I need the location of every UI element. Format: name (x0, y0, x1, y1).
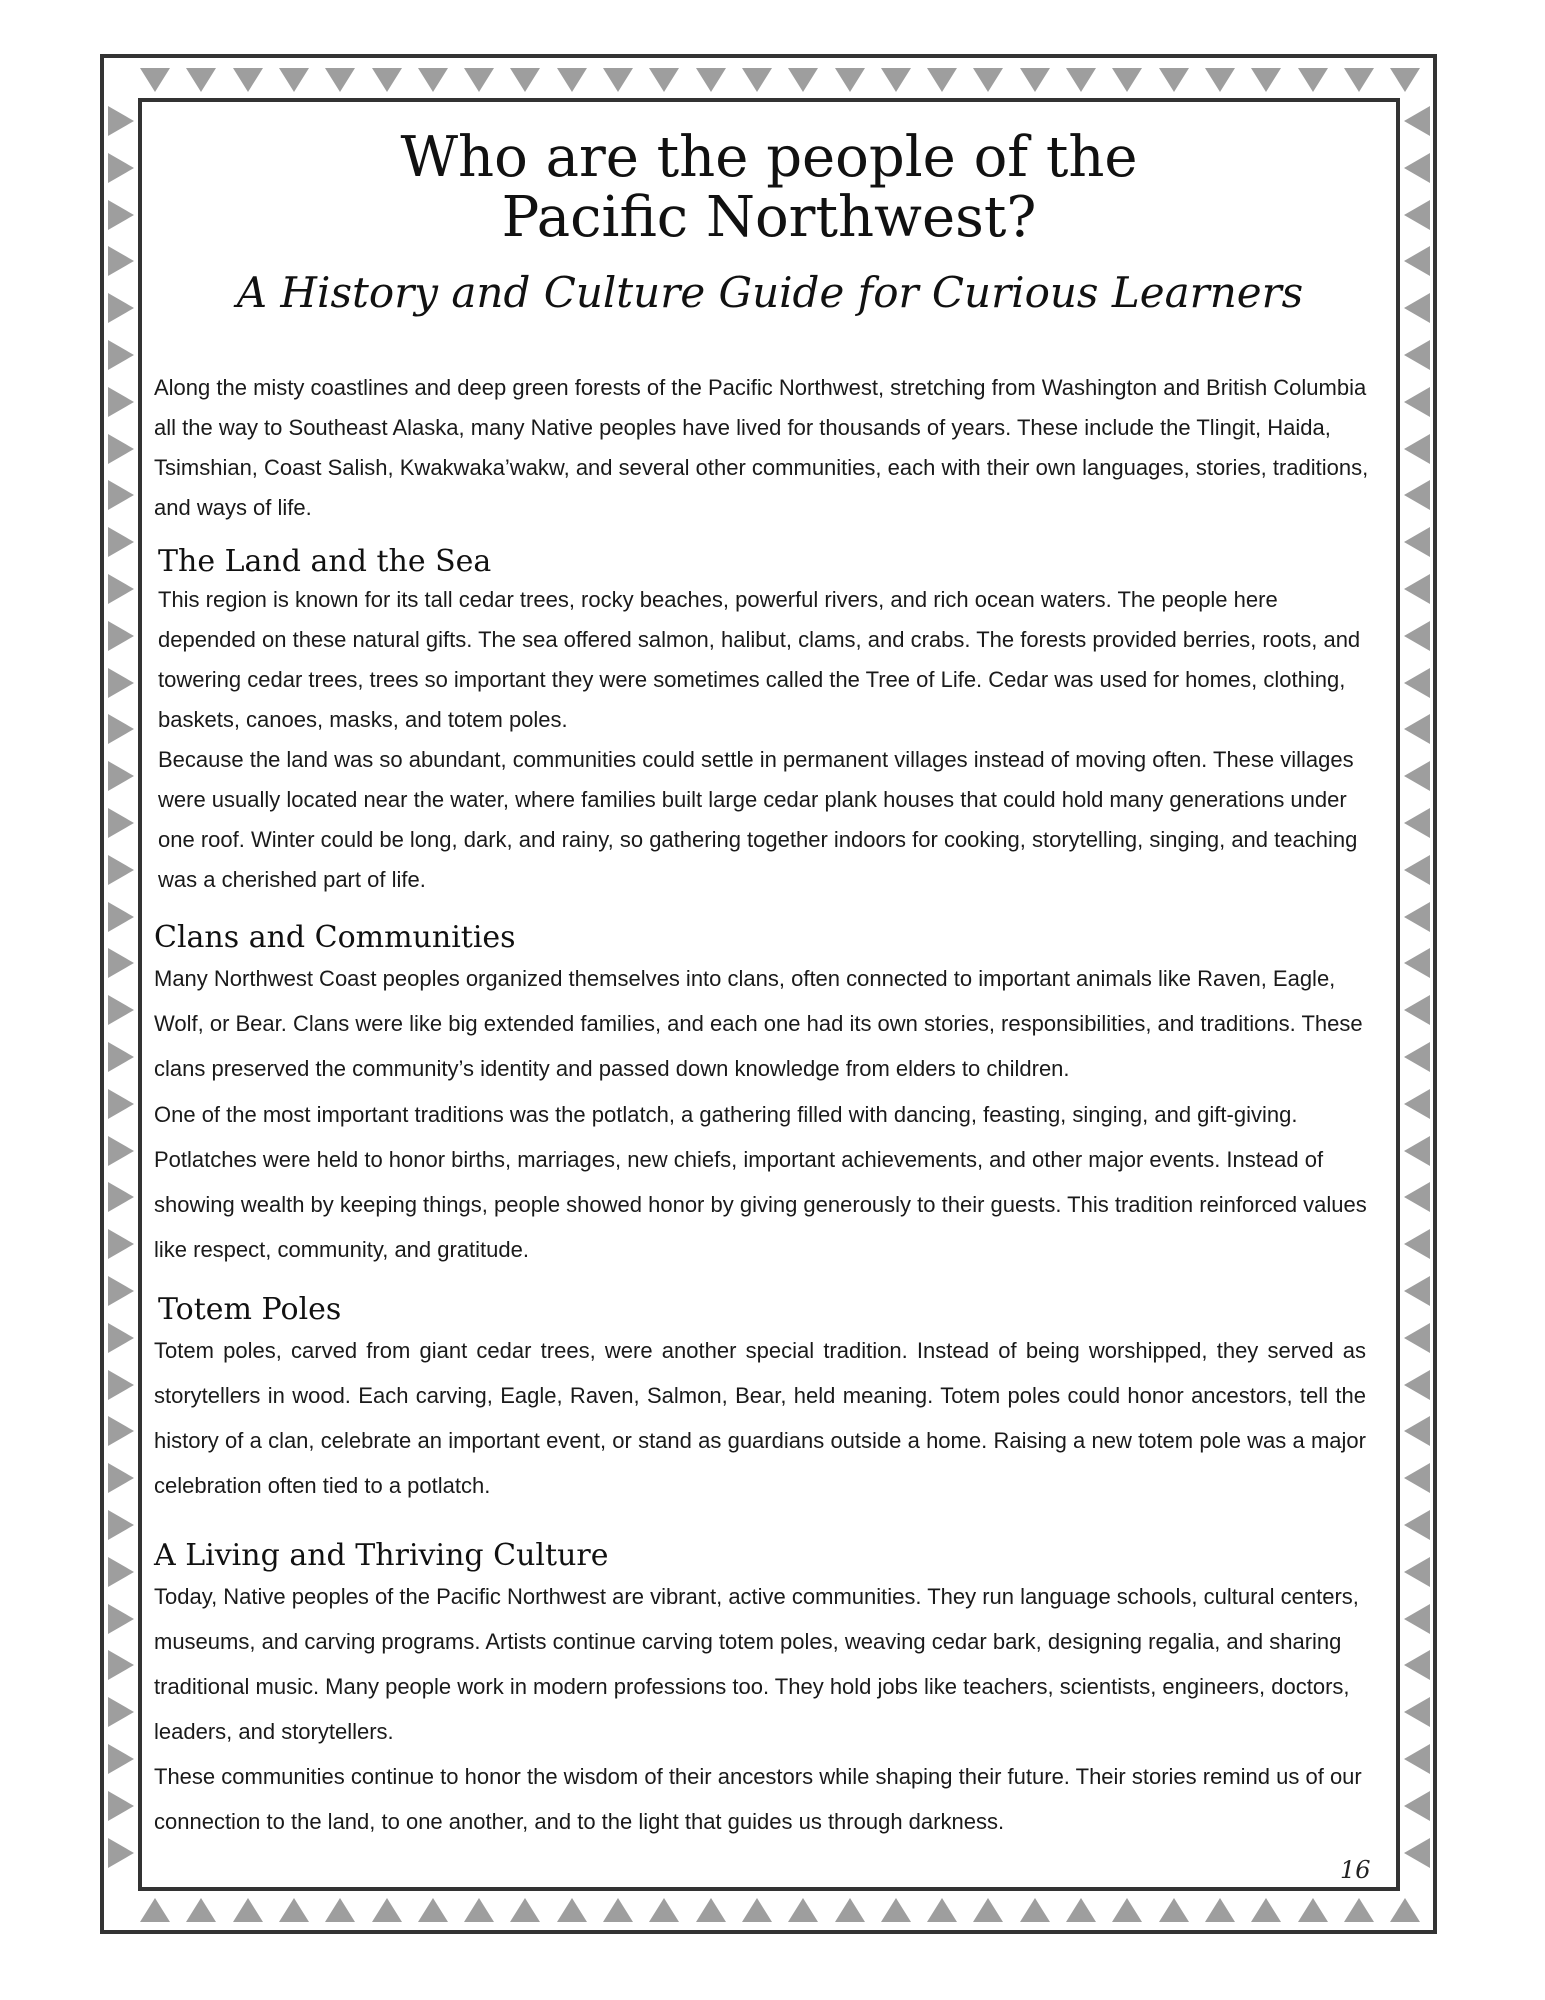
triangle-right-icon (108, 1370, 134, 1400)
triangle-right-icon (108, 1838, 134, 1868)
triangle-left-icon (1404, 293, 1430, 323)
triangle-up-icon (1159, 1898, 1189, 1922)
triangle-up-icon (1344, 1898, 1374, 1922)
triangle-up-icon (557, 1898, 587, 1922)
triangle-down-icon (1112, 68, 1142, 92)
triangle-up-icon (603, 1898, 633, 1922)
triangle-down-icon (233, 68, 263, 92)
triangle-right-icon (108, 387, 134, 417)
triangle-right-icon (108, 902, 134, 932)
triangle-right-icon (108, 106, 134, 136)
triangle-right-icon (108, 1463, 134, 1493)
triangle-right-icon (108, 153, 134, 183)
triangle-left-icon (1404, 1838, 1430, 1868)
section-paragraph: These communities continue to honor the wisdom of their ancestors while shaping their future. Their stories remind us of our connection to the land, to one another, and to the light that guides us through darkness. (154, 1764, 1362, 1834)
triangle-left-icon (1404, 1697, 1430, 1727)
triangle-right-icon (108, 434, 134, 464)
triangle-right-icon (108, 1416, 134, 1446)
page-title (138, 125, 1400, 250)
triangle-left-icon (1404, 1042, 1430, 1072)
triangle-right-icon (108, 621, 134, 651)
triangle-left-icon (1404, 1557, 1430, 1587)
section-paragraph: Totem poles, carved from giant cedar trees, were another special tradition. Instead of being worshipped, they served as storytellers in wood. Each carving, Eagle, Raven, Salmon, Bear, held meaning. Totem poles could honor ancestors, tell the history of a clan, celebrate an important event, or stand as guardians outside a home. Raising a new totem pole was a major celebration often tied to a potlatch. (154, 1338, 1366, 1498)
section-heading-totem-poles: Totem Poles (158, 1292, 342, 1327)
triangle-down-icon (927, 68, 957, 92)
triangle-left-icon (1404, 855, 1430, 885)
triangle-down-icon (557, 68, 587, 92)
triangle-right-icon (108, 574, 134, 604)
triangle-left-icon (1404, 246, 1430, 276)
triangle-left-icon (1404, 387, 1430, 417)
triangle-right-icon (108, 668, 134, 698)
triangle-right-icon (108, 340, 134, 370)
triangle-right-icon (108, 293, 134, 323)
section-heading-land-sea: The Land and the Sea (158, 544, 492, 579)
triangle-left-icon (1404, 200, 1430, 230)
triangle-right-icon (108, 855, 134, 885)
triangle-right-icon (108, 1604, 134, 1634)
triangle-up-icon (372, 1898, 402, 1922)
triangle-right-icon (108, 808, 134, 838)
triangle-down-icon (742, 68, 772, 92)
triangle-left-icon (1404, 1510, 1430, 1540)
section-paragraph: This region is known for its tall cedar trees, rocky beaches, powerful rivers, and rich ocean waters. The people here depended on these natural gifts. The sea offered salmon, halibut, clams, and crabs. The forests provided berries, roots, and towering cedar trees, trees so important they were sometimes called the Tree of Life. Cedar was used for homes, clothing, baskets, canoes, masks, and totem poles. (158, 587, 1361, 732)
intro-paragraph: Along the misty coastlines and deep green forests of the Pacific Northwest, stretching from Washington and British Columbia all the way to Southeast Alaska, many Native peoples have lived for thousands of years. These include the Tlingit, Haida, Tsimshian, Coast Salish, Kwakwaka’wakw, and several other communities, each with their own languages, stories, traditions, and ways of life. (154, 375, 1369, 520)
triangle-right-icon (108, 480, 134, 510)
triangle-down-icon (973, 68, 1003, 92)
triangle-down-icon (325, 68, 355, 92)
triangle-left-icon (1404, 106, 1430, 136)
section-paragraph: One of the most important traditions was the potlatch, a gathering filled with dancing, feasting, singing, and gift-giving. Potlatches were held to honor births, marriages, new chiefs, important achievements, and other major events. Instead of showing wealth by keeping things, people showed honor by giving generously to their guests. This tradition reinforced values like respect, community, and gratitude. (154, 1102, 1367, 1262)
triangle-down-icon (1390, 68, 1420, 92)
triangle-right-icon (108, 1744, 134, 1774)
triangle-down-icon (788, 68, 818, 92)
triangle-left-icon (1404, 1416, 1430, 1446)
triangle-left-icon (1404, 1089, 1430, 1119)
triangle-up-icon (140, 1898, 170, 1922)
triangle-right-icon (108, 948, 134, 978)
triangle-left-icon (1404, 1276, 1430, 1306)
triangle-left-icon (1404, 1791, 1430, 1821)
subtitle: A History and Culture Guide for Curious Learners (236, 268, 1304, 317)
triangle-right-icon (108, 1697, 134, 1727)
triangle-left-icon (1404, 902, 1430, 932)
triangle-left-icon (1404, 340, 1430, 370)
triangle-left-icon (1404, 668, 1430, 698)
section-paragraph: Many Northwest Coast peoples organized themselves into clans, often connected to important animals like Raven, Eagle, Wolf, or Bear. Clans were like big extended families, and each one had its own stories, responsibilities, and traditions. These clans preserved the community’s identity and passed down knowledge from elders to children. (154, 966, 1363, 1081)
triangle-left-icon (1404, 714, 1430, 744)
triangle-right-icon (108, 1042, 134, 1072)
triangle-left-icon (1404, 1136, 1430, 1166)
triangle-up-icon (464, 1898, 494, 1922)
triangle-right-icon (108, 1323, 134, 1353)
triangle-right-icon (108, 1182, 134, 1212)
triangle-right-icon (108, 995, 134, 1025)
triangle-left-icon (1404, 948, 1430, 978)
triangle-up-icon (279, 1898, 309, 1922)
triangle-right-icon (108, 1557, 134, 1587)
triangle-left-icon (1404, 621, 1430, 651)
triangle-left-icon (1404, 1229, 1430, 1259)
triangle-down-icon (279, 68, 309, 92)
triangle-left-icon (1404, 1744, 1430, 1774)
triangle-left-icon (1404, 480, 1430, 510)
triangle-down-icon (372, 68, 402, 92)
triangle-up-icon (973, 1898, 1003, 1922)
triangle-left-icon (1404, 1463, 1430, 1493)
triangle-up-icon (510, 1898, 540, 1922)
triangle-down-icon (418, 68, 448, 92)
triangle-up-icon (788, 1898, 818, 1922)
triangle-left-icon (1404, 761, 1430, 791)
triangle-up-icon (1390, 1898, 1420, 1922)
triangle-right-icon (108, 246, 134, 276)
triangle-right-icon (108, 1276, 134, 1306)
triangle-left-icon (1404, 434, 1430, 464)
triangle-down-icon (881, 68, 911, 92)
triangle-left-icon (1404, 574, 1430, 604)
triangle-down-icon (696, 68, 726, 92)
triangle-down-icon (1066, 68, 1096, 92)
triangle-right-icon (108, 200, 134, 230)
triangle-right-icon (108, 761, 134, 791)
triangle-up-icon (186, 1898, 216, 1922)
triangle-right-icon (108, 714, 134, 744)
triangle-right-icon (108, 1510, 134, 1540)
triangle-right-icon (108, 1229, 134, 1259)
triangle-up-icon (1298, 1898, 1328, 1922)
section-heading-living-culture: A Living and Thriving Culture (154, 1538, 609, 1573)
triangle-down-icon (649, 68, 679, 92)
triangle-down-icon (1251, 68, 1281, 92)
triangle-up-icon (418, 1898, 448, 1922)
triangle-up-icon (325, 1898, 355, 1922)
triangle-up-icon (835, 1898, 865, 1922)
triangle-up-icon (927, 1898, 957, 1922)
triangle-down-icon (835, 68, 865, 92)
triangle-up-icon (881, 1898, 911, 1922)
triangle-left-icon (1404, 527, 1430, 557)
triangle-up-icon (742, 1898, 772, 1922)
triangle-up-icon (1020, 1898, 1050, 1922)
title-line-2: Pacific Northwest? (501, 185, 1037, 250)
triangle-up-icon (1112, 1898, 1142, 1922)
triangle-left-icon (1404, 1323, 1430, 1353)
section-paragraph: Because the land was so abundant, communities could settle in permanent villages instead of moving often. These villages were usually located near the water, where families built large cedar plank houses that could hold many generations under one roof. Winter could be long, dark, and rainy, so gathering together indoors for cooking, storytelling, singing, and teaching was a cherished part of life. (158, 747, 1358, 892)
triangle-right-icon (108, 1650, 134, 1680)
triangle-down-icon (1020, 68, 1050, 92)
triangle-up-icon (1205, 1898, 1235, 1922)
triangle-down-icon (186, 68, 216, 92)
triangle-up-icon (1251, 1898, 1281, 1922)
triangle-left-icon (1404, 1604, 1430, 1634)
triangle-left-icon (1404, 1182, 1430, 1212)
title-line-1: Who are the people of the (400, 125, 1138, 190)
triangle-right-icon (108, 527, 134, 557)
triangle-down-icon (464, 68, 494, 92)
triangle-right-icon (108, 1791, 134, 1821)
triangle-up-icon (649, 1898, 679, 1922)
triangle-down-icon (1205, 68, 1235, 92)
section-heading-clans: Clans and Communities (154, 920, 516, 955)
triangle-down-icon (510, 68, 540, 92)
triangle-up-icon (1066, 1898, 1096, 1922)
triangle-up-icon (696, 1898, 726, 1922)
triangle-left-icon (1404, 153, 1430, 183)
triangle-down-icon (1298, 68, 1328, 92)
triangle-down-icon (603, 68, 633, 92)
triangle-down-icon (1159, 68, 1189, 92)
triangle-left-icon (1404, 808, 1430, 838)
page-number: 16 (1340, 1856, 1371, 1884)
triangle-left-icon (1404, 995, 1430, 1025)
triangle-down-icon (1344, 68, 1374, 92)
triangle-right-icon (108, 1089, 134, 1119)
section-paragraph: Today, Native peoples of the Pacific Northwest are vibrant, active communities. They run language schools, cultural centers, museums, and carving programs. Artists continue carving totem poles, weaving cedar bark, designing regalia, and sharing traditional music. Many people work in modern professions too. They hold jobs like teachers, scientists, engineers, doctors, leaders, and storytellers. (154, 1584, 1359, 1744)
triangle-right-icon (108, 1136, 134, 1166)
triangle-left-icon (1404, 1650, 1430, 1680)
triangle-down-icon (140, 68, 170, 92)
triangle-left-icon (1404, 1370, 1430, 1400)
triangle-up-icon (233, 1898, 263, 1922)
